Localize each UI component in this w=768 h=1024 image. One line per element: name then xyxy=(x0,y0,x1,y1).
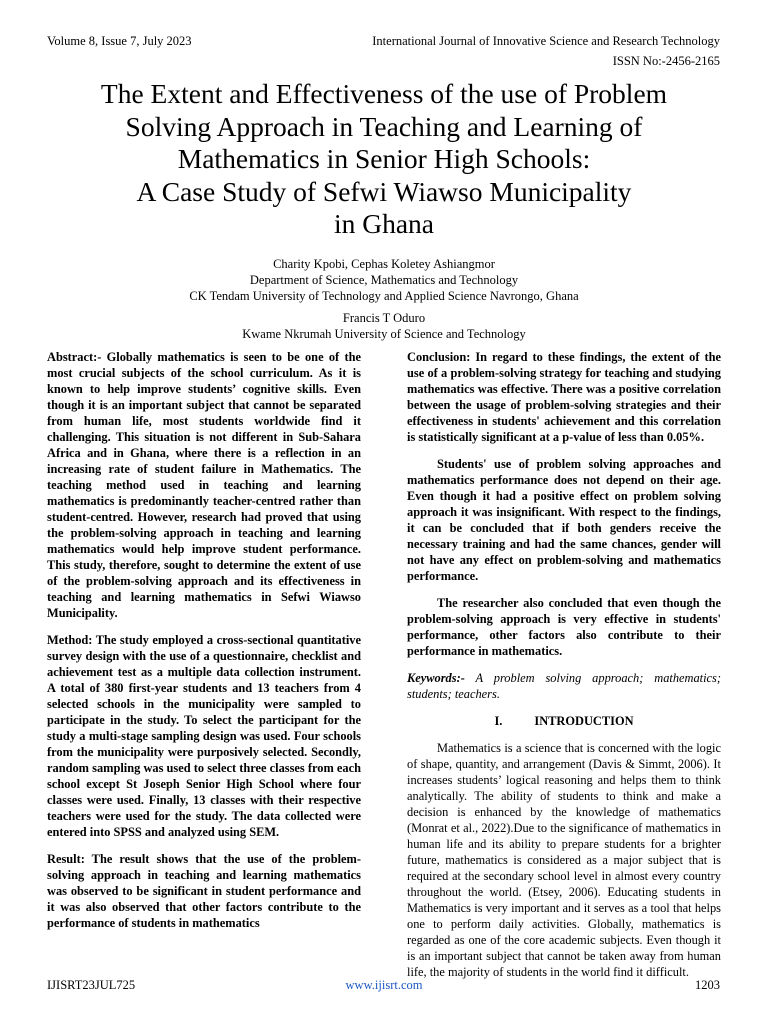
section-title: INTRODUCTION xyxy=(534,714,634,728)
introduction-paragraph: Mathematics is a science that is concerned with the logic of shape, quantity, and arrangement (Davis & Simmt, 2006). It increases students’ logical reasoning and helps them to think analytically. The ability of students to think and make a decision is enhanced by the knowledge of mathematics (Monrat et al., 2022).Due to the significance of mathematics in human life and its ability to prepare students for a brighter future, mathematics is considered as a major subject that is required at the secondary school level in almost every country throughout the world. (Etsey, 2006). Educating students in Mathematics is very important and it serves as a tool that helps one to perform daily activities. Globally, mathematics is regarded as one of the core academic subjects. Even though it is an important subject that cannot be taken away from human life, the majority of students in the world find it difficult. xyxy=(407,741,721,979)
keywords-label: Keywords:- xyxy=(407,671,465,685)
page-number: 1203 xyxy=(695,978,720,992)
age-gender-paragraph: Students' use of problem solving approaches and mathematics performance does not depend on their age. Even though it had a positive effect on problem solving approach it was insignificant. With respect to the findings, it can be concluded that if both genders receive the necessary training and had the same chances, gender will not have any effect on problem-solving and mathematics performance. xyxy=(407,457,721,583)
conclusion-paragraph: Conclusion: In regard to these findings, the extent of the use of a problem-solving strategy for teaching and studying mathematics was effective. There was a positive correlation between the usage of problem-solving strategies and their effectiveness in students' achievement and this correlation is statistically significant at a p-value of less than 0.05%. xyxy=(407,350,721,444)
journal-name: International Journal of Innovative Science and Research Technology xyxy=(372,34,720,48)
title-line: A Case Study of Sefwi Wiawso Municipality xyxy=(136,175,632,207)
author-institution: Kwame Nkrumah University of Science and Technology xyxy=(242,327,526,341)
left-column xyxy=(47,349,361,942)
author-names: Charity Kpobi, Cephas Koletey Ashiangmor xyxy=(273,257,495,271)
journal-url-link[interactable]: www.ijisrt.com xyxy=(345,978,423,992)
title-line: Solving Approach in Teaching and Learning of xyxy=(125,110,643,142)
result-paragraph: Result: The result shows that the use of the problem-solving approach in teaching and learning mathematics was observed to be significant in student performance and it was also observed that other factors contribute to the performance of students in mathematics xyxy=(47,852,361,930)
author-names: Francis T Oduro xyxy=(342,311,426,325)
right-column xyxy=(407,349,721,991)
author-block-2 xyxy=(0,310,768,342)
author-department: Department of Science, Mathematics and Technology xyxy=(249,273,519,287)
paper-id: IJISRT23JUL725 xyxy=(47,978,136,992)
paper-title xyxy=(40,78,728,241)
section-heading xyxy=(407,713,721,729)
author-institution: CK Tendam University of Technology and Applied Science Navrongo, Ghana xyxy=(189,289,579,303)
keywords-list: A problem solving approach; mathematics; students; teachers. xyxy=(407,671,721,701)
keywords xyxy=(407,670,721,702)
other-factors-paragraph: The researcher also concluded that even though the problem-solving approach is very effective in students' performance, other factors also contribute to their performance in mathematics. xyxy=(407,596,721,658)
volume-info: Volume 8, Issue 7, July 2023 xyxy=(47,34,192,48)
title-line: Mathematics in Senior High Schools: xyxy=(177,143,591,174)
title-line: in Ghana xyxy=(333,208,435,239)
title-line: The Extent and Effectiveness of the use of Problem xyxy=(100,78,668,109)
author-block-1 xyxy=(0,256,768,304)
method-paragraph: Method: The study employed a cross-sectional quantitative survey design with the use of a questionnaire, checklist and achievement test as a multiple data collection instrument. A total of 380 first-year students and 13 teachers from 4 selected schools in the municipality were sampled to participate in the study. To select the participant for the study a multi-stage sampling design was used. Four schools from the municipality were purposively selected. Secondly, random sampling was used to select three classes from each school except St Joseph Senior High School where four classes were used. Finally, 13 classes with their respective teachers were used for the study. The data collected were entered into SPSS and analyzed using SEM. xyxy=(47,633,361,839)
issn: ISSN No:-2456-2165 xyxy=(612,54,720,68)
section-number: I. xyxy=(494,714,503,728)
abstract-paragraph: Abstract:- Globally mathematics is seen to be one of the most crucial subjects of the school curriculum. As it is known to help improve students’ cognitive skills. Even though it is an important subject that cannot be separated from human life, most students worldwide find it challenging. This situation is not different in Sub-Sahara Africa and in Ghana, where there is a reflection in an increasing rate of student failure in Mathematics. The teaching method used in teaching and learning mathematics is predominantly teacher-centred rather than student-centred. However, research had proved that using the problem-solving approach in teaching and learning mathematics would help improve student performance. This study, therefore, sought to determine the extent of use of the problem-solving approach and its effectiveness in teaching and learning mathematics in Sefwi Wiawso Municipality. xyxy=(47,350,361,620)
